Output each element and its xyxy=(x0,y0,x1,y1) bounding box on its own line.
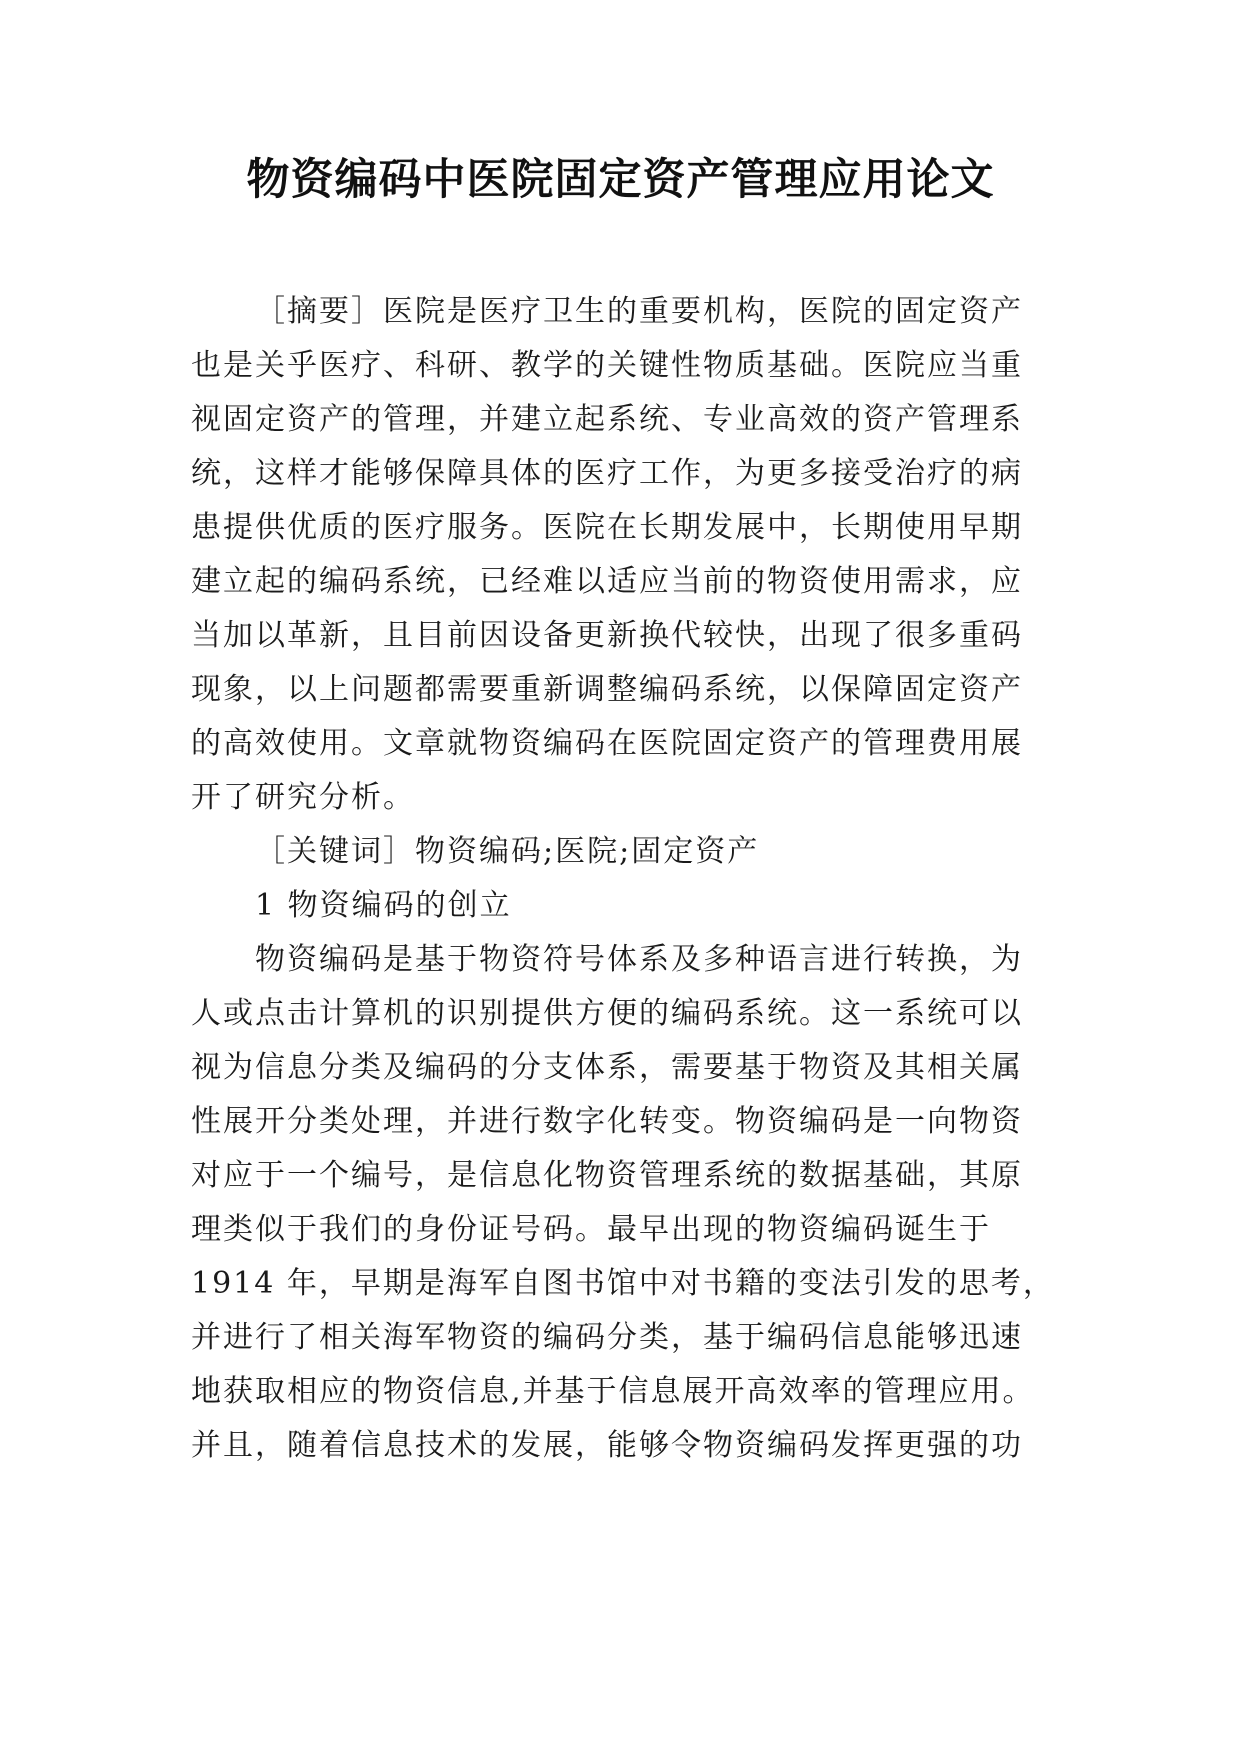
paragraph-line: 1914 年，早期是海军自图书馆中对书籍的变法引发的思考， xyxy=(191,1266,1055,1301)
abstract-line: 现象，以上问题都需要重新调整编码系统，以保障固定资产 xyxy=(191,672,1023,707)
section-heading: 1 物资编码的创立 xyxy=(255,888,512,923)
paragraph-line: 视为信息分类及编码的分支体系，需要基于物资及其相关属 xyxy=(191,1050,1023,1085)
paragraph-line: 性展开分类处理，并进行数字化转变。物资编码是一向物资 xyxy=(191,1104,1023,1139)
paragraph-line: 对应于一个编号，是信息化物资管理系统的数据基础，其原 xyxy=(191,1158,1023,1193)
document-body xyxy=(191,285,1056,1473)
paragraph-line: 并且，随着信息技术的发展，能够令物资编码发挥更强的功 xyxy=(191,1428,1023,1463)
abstract-line: 当加以革新，且目前因设备更新换代较快，出现了很多重码 xyxy=(191,618,1023,653)
abstract-line: 视固定资产的管理，并建立起系统、专业高效的资产管理系 xyxy=(191,402,1023,437)
page-title: 物资编码中医院固定资产管理应用论文 xyxy=(246,155,995,205)
abstract-line: 患提供优质的医疗服务。医院在长期发展中，长期使用早期 xyxy=(191,510,1023,545)
paragraph-line: 地获取相应的物资信息,并基于信息展开高效率的管理应用。 xyxy=(191,1374,1035,1409)
keywords-line: ［关键词］物资编码;医院;固定资产 xyxy=(255,834,760,869)
paragraph-line: 物资编码是基于物资符号体系及多种语言进行转换，为 xyxy=(255,942,1023,977)
abstract-line: 的高效使用。文章就物资编码在医院固定资产的管理费用展 xyxy=(191,726,1023,761)
abstract-line: 建立起的编码系统，已经难以适应当前的物资使用需求，应 xyxy=(191,564,1023,599)
abstract-line: ［摘要］医院是医疗卫生的重要机构，医院的固定资产 xyxy=(255,294,1023,329)
paragraph-line: 理类似于我们的身份证号码。最早出现的物资编码诞生于 xyxy=(191,1212,991,1247)
abstract-line: 开了研究分析。 xyxy=(191,780,415,815)
paragraph-line: 人或点击计算机的识别提供方便的编码系统。这一系统可以 xyxy=(191,996,1023,1031)
paragraph-line: 并进行了相关海军物资的编码分类，基于编码信息能够迅速 xyxy=(191,1320,1023,1355)
abstract-line: 也是关乎医疗、科研、教学的关键性物质基础。医院应当重 xyxy=(191,348,1023,383)
abstract-line: 统，这样才能够保障具体的医疗工作，为更多接受治疗的病 xyxy=(191,456,1023,491)
